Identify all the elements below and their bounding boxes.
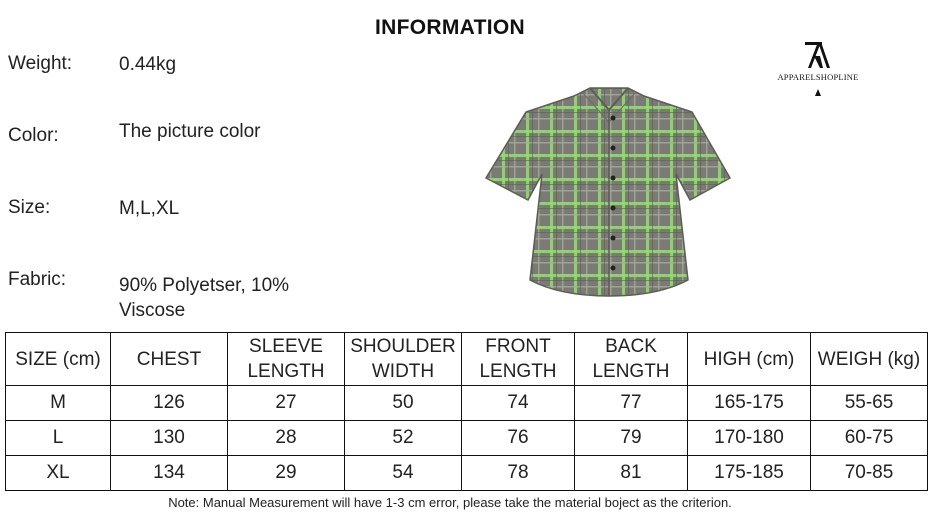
table-cell: 126 [111,386,228,421]
table-cell: 70-85 [811,456,928,491]
table-row [6,386,928,421]
spec-label-size: Size: [8,197,51,218]
header-weigh: WEIGH (kg) [811,333,928,386]
header-sleeve-length: SLEEVE LENGTH [228,333,345,386]
table-cell: L [6,421,111,456]
table-header-row [6,333,928,386]
table-cell: 50 [345,386,462,421]
header-chest: CHEST [111,333,228,386]
table-cell: 77 [575,386,688,421]
table-row [6,421,928,456]
table-cell: 55-65 [811,386,928,421]
spec-label-color: Color: [8,125,59,146]
spec-value-weight: 0.44kg [119,54,177,75]
table-cell: XL [6,456,111,491]
spec-value-fabric: 90% Polyetser, 10% Viscose [119,275,290,321]
spec-value-size: M,L,XL [119,198,180,219]
spec-label-weight: Weight: [8,53,73,74]
table-cell: 170-180 [688,421,811,456]
table-cell: 130 [111,421,228,456]
table-cell: 78 [462,456,575,491]
table-cell: 27 [228,386,345,421]
table-cell: 52 [345,421,462,456]
size-chart-table [5,332,928,491]
spec-value-color: The picture color [119,121,261,142]
table-row [6,456,928,491]
header-high: HIGH (cm) [688,333,811,386]
table-cell: 60-75 [811,421,928,456]
page-title: INFORMATION [375,16,525,39]
table-cell: 54 [345,456,462,491]
brand-logo [770,38,866,100]
table-cell: 175-185 [688,456,811,491]
table-cell: 29 [228,456,345,491]
plaid-shirt-image [478,82,740,306]
header-back-length: BACK LENGTH [575,333,688,386]
table-cell: M [6,386,111,421]
brand-name: APPARELSHOPLINE [777,72,859,82]
table-cell: 165-175 [688,386,811,421]
measurement-note: Note: Manual Measurement will have 1-3 cm error, please take the material boject as the criterion. [168,495,732,510]
table-cell: 28 [228,421,345,456]
header-front-length: FRONT LENGTH [462,333,575,386]
header-shoulder-width: SHOULDER WIDTH [345,333,462,386]
letter-a-mountain-logo-icon [770,38,866,100]
table-cell: 79 [575,421,688,456]
table-cell: 134 [111,456,228,491]
table-cell: 81 [575,456,688,491]
table-cell: 74 [462,386,575,421]
header-size: SIZE (cm) [6,333,111,386]
spec-label-fabric: Fabric: [8,269,67,290]
table-cell: 76 [462,421,575,456]
